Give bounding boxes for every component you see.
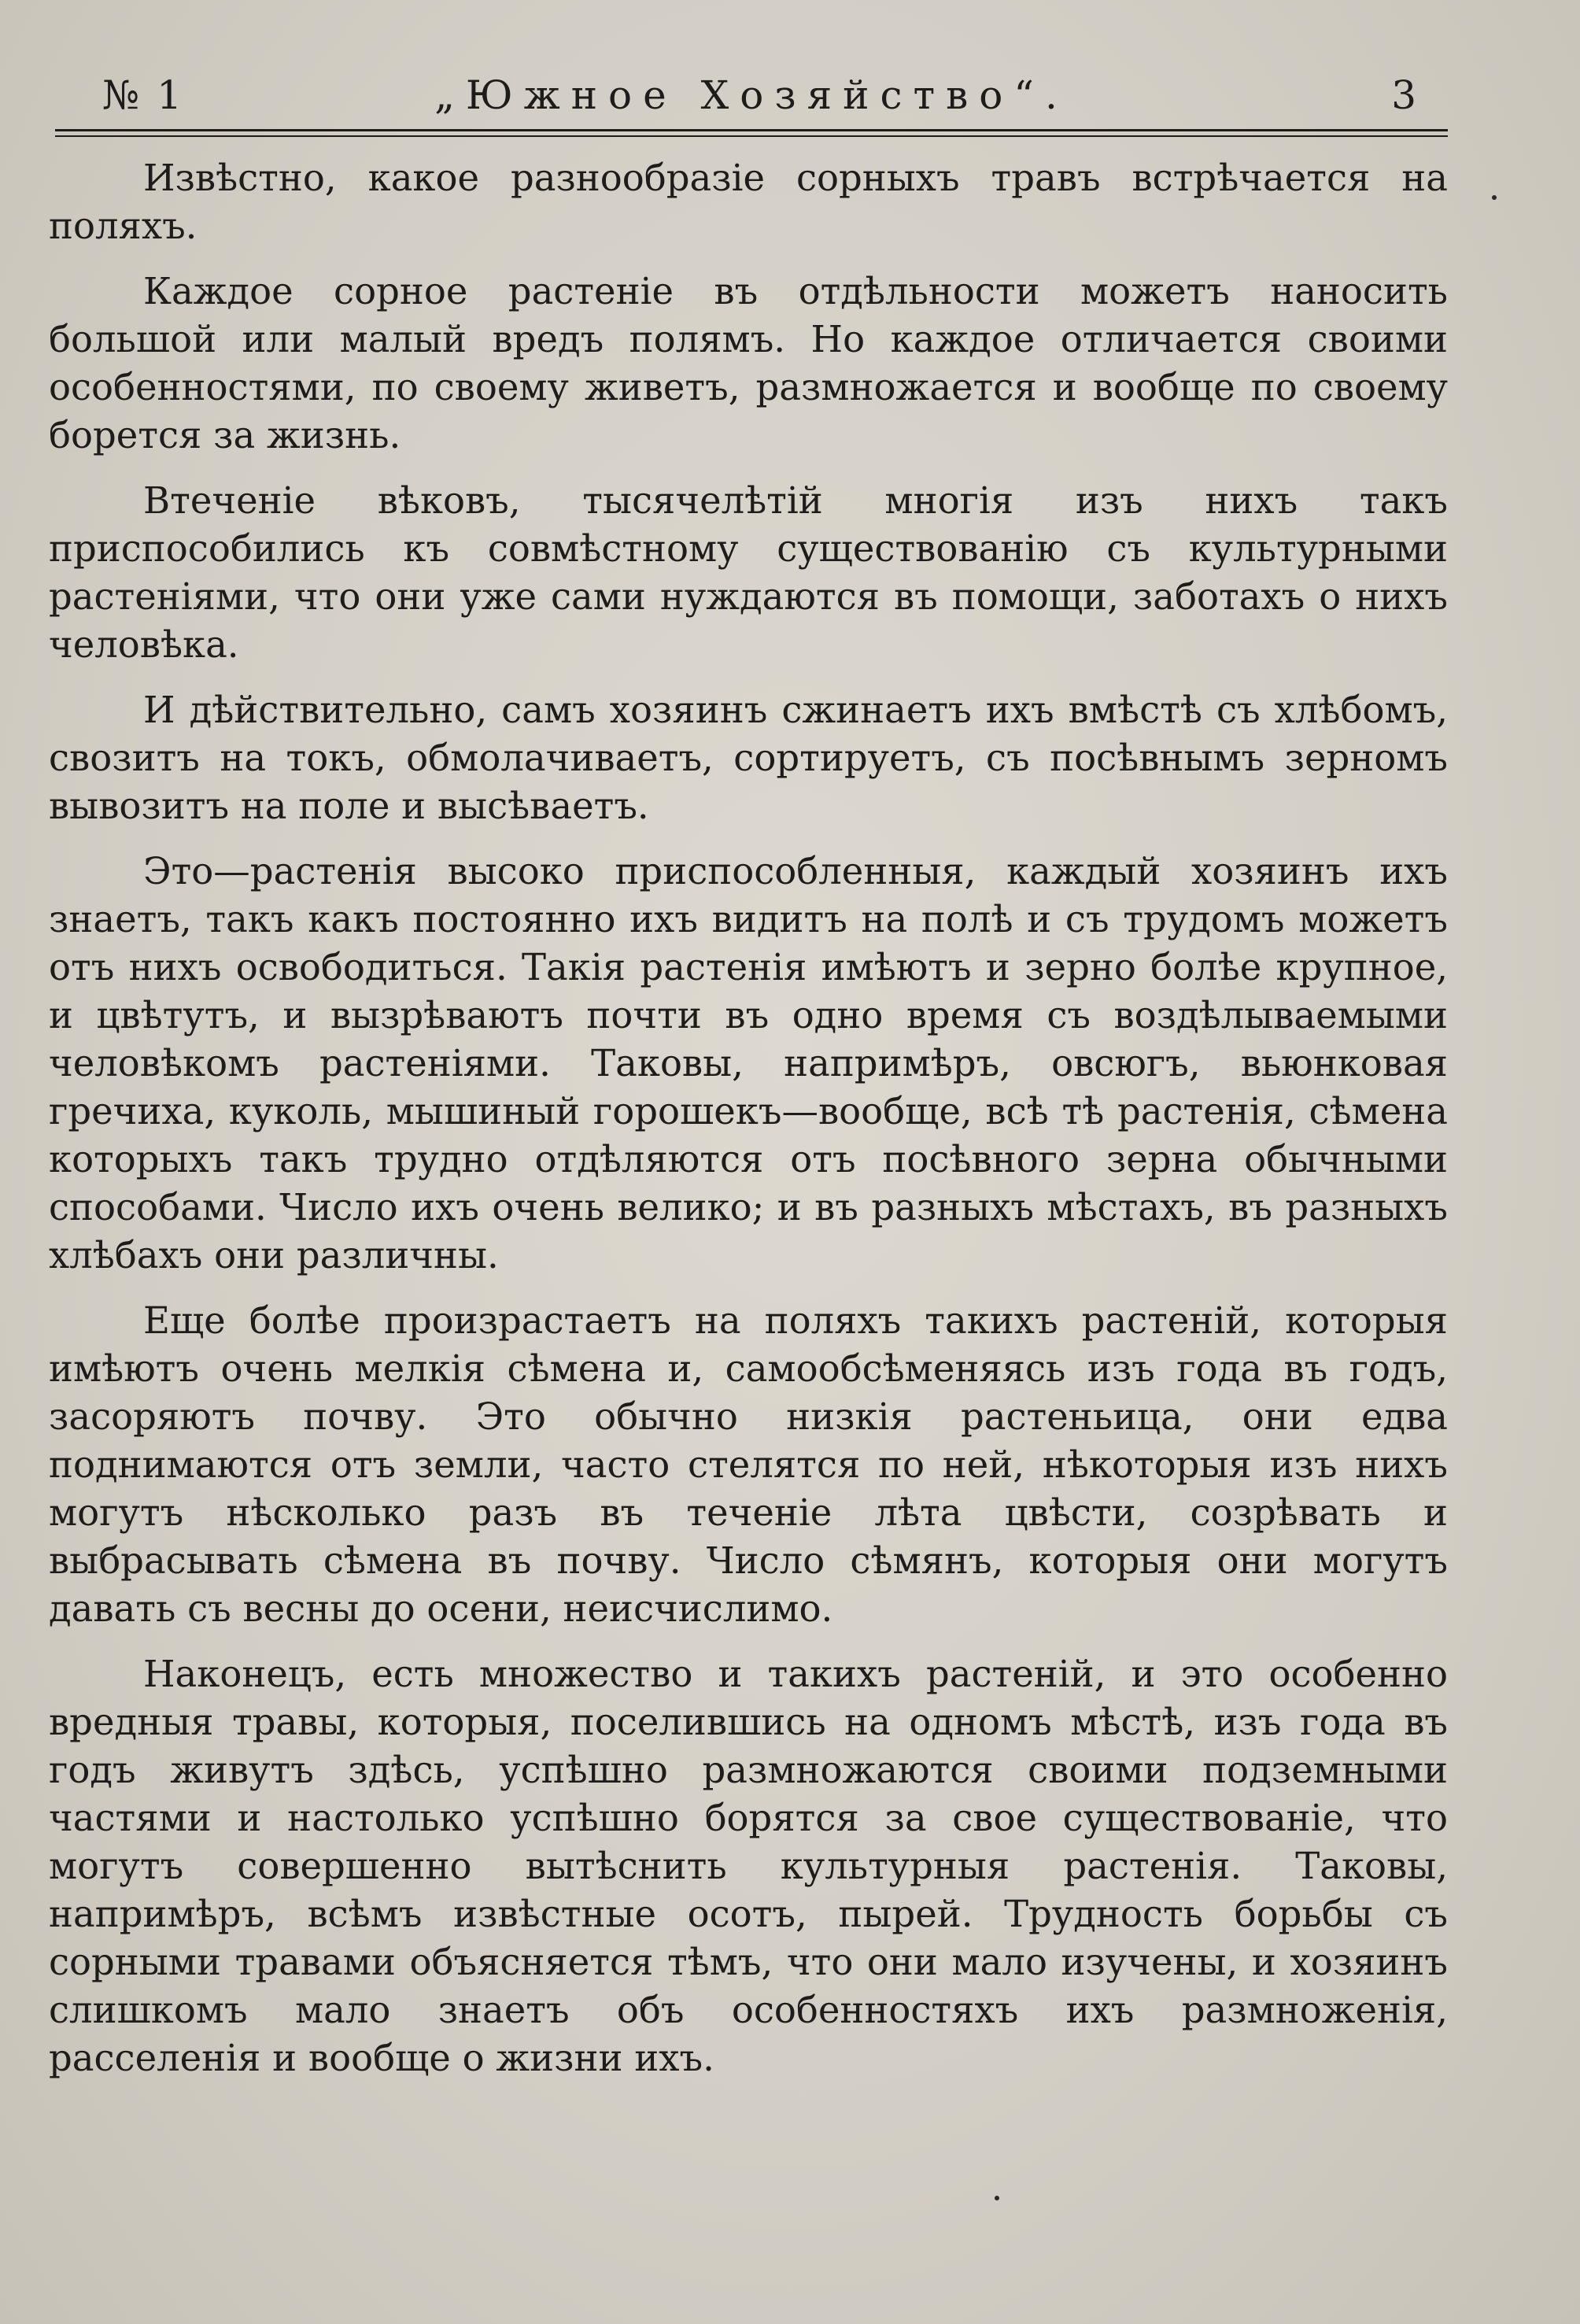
paragraph-3: Втеченіе вѣковъ, тысячелѣтій многія изъ нихъ такъ приспособились къ совмѣстному существованію съ культурными растеніями, что они уже сами нуждаются въ помощи, заботахъ о нихъ человѣка. bbox=[49, 479, 1448, 666]
issue-number: № 1 bbox=[102, 72, 185, 118]
print-speck bbox=[995, 2196, 999, 2200]
paragraph-1: Извѣстно, какое разнообразіе сорныхъ травъ встрѣчается на поляхъ. bbox=[49, 157, 1448, 247]
header-rule-top bbox=[55, 129, 1448, 131]
paragraph-6: Еще болѣе произрастаетъ на поляхъ такихъ растеній, которыя имѣютъ очень мелкія сѣмена и, самообсѣменяясь изъ года въ годъ, засоряютъ почву. Это обычно низкія растеньица, они едва поднимаются отъ земли, часто стелятся по ней, нѣкоторыя изъ нихъ могутъ нѣсколько разъ въ теченіе лѣта цвѣсти, созрѣвать и выбрасывать сѣмена въ почву. Число сѣмянъ, которыя они могутъ давать съ весны до осени, неисчислимо. bbox=[49, 1299, 1448, 1630]
header-rule-bottom bbox=[55, 135, 1448, 137]
article-body bbox=[49, 154, 1448, 2100]
running-header bbox=[55, 66, 1448, 129]
paragraph-7: Наконецъ, есть множество и такихъ растеній, и это особенно вредныя травы, которыя, поселившись на одномъ мѣстѣ, изъ года въ годъ живутъ здѣсь, успѣшно размножаются своими подземными частями и настолько успѣшно борятся за свое существованіе, что могутъ совершенно вытѣснить культурныя растенія. Таковы, напримѣръ, всѣмъ извѣстные осотъ, пырей. Трудность борьбы съ сорными травами объясняется тѣмъ, что они мало изучены, и хозяинъ слишкомъ мало знаетъ объ особенностяхъ ихъ размноженія, расселенія и вообще о жизни ихъ. bbox=[49, 1653, 1448, 2079]
paragraph-2: Каждое сорное растеніе въ отдѣльности можетъ наносить большой или малый вредъ полямъ. Но каждое отличается своими особенностями, по своему живетъ, размножается и вообще по своему борется за жизнь. bbox=[49, 270, 1448, 456]
print-speck bbox=[1492, 195, 1497, 200]
paragraph-5: Это—растенія высоко приспособленныя, каждый хозяинъ ихъ знаетъ, такъ какъ постоянно ихъ видитъ на полѣ и съ трудомъ можетъ отъ нихъ освободиться. Такія растенія имѣютъ и зерно болѣе крупное, и цвѣтутъ, и вызрѣваютъ почти въ одно время съ воздѣлываемыми человѣкомъ растеніями. Таковы, напримѣръ, овсюгъ, вьюнковая гречиха, куколь, мышиный горошекъ—вообще, всѣ тѣ растенія, сѣмена которыхъ такъ трудно отдѣляются отъ посѣвного зерна обычными способами. Число ихъ очень велико; и въ разныхъ мѣстахъ, въ разныхъ хлѣбахъ они различны. bbox=[49, 850, 1448, 1277]
page-number: 3 bbox=[1391, 72, 1416, 118]
paragraph-4: И дѣйствительно, самъ хозяинъ сжинаетъ ихъ вмѣстѣ съ хлѣбомъ, свозитъ на токъ, обмолачиваетъ, сортируетъ, съ посѣвнымъ зерномъ вывозитъ на поле и высѣваетъ. bbox=[49, 689, 1448, 827]
journal-title: „Южное Хозяйство“. bbox=[434, 72, 1069, 118]
